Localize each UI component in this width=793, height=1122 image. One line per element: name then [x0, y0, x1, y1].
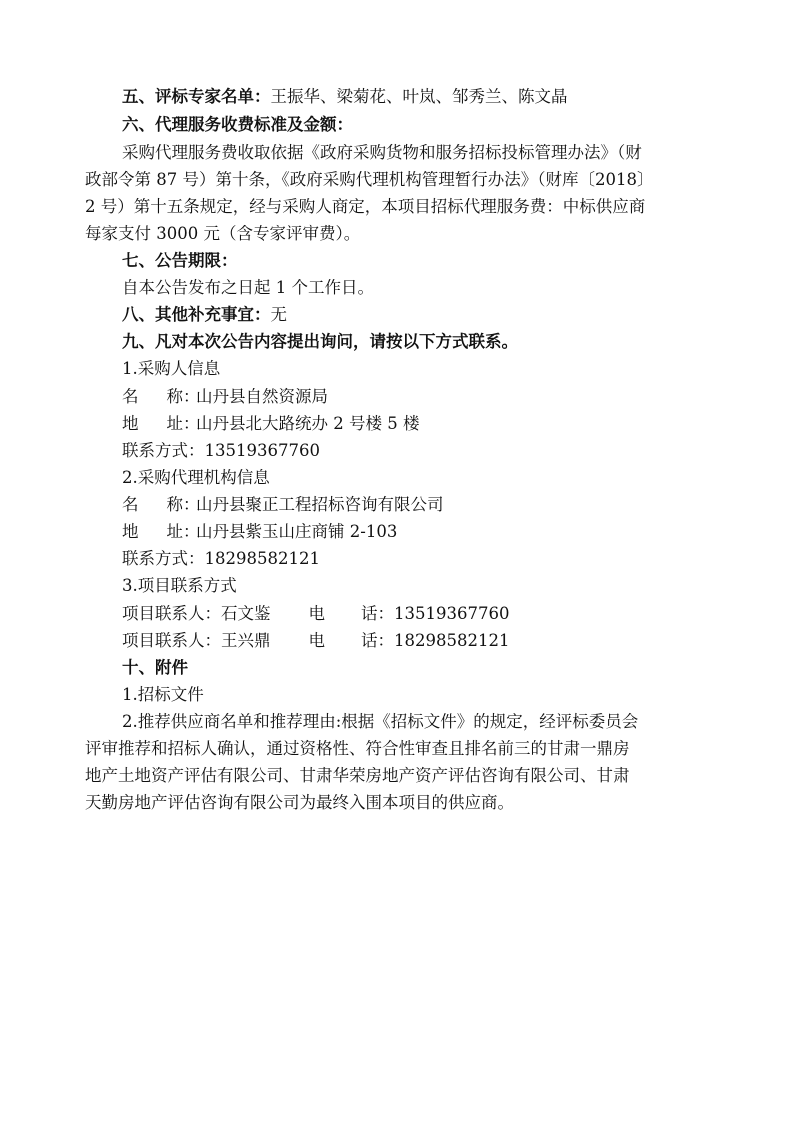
other-value: 无	[270, 305, 287, 324]
purchaser-addr: 山丹县北大路统办 2 号楼 5 楼	[196, 414, 420, 433]
agency-phone-label: 联系方式：	[122, 549, 205, 568]
purchaser-name-label-b: 称：	[166, 387, 200, 406]
other-line	[0, 302, 793, 328]
period-value: 自本公告发布之日起 1 个工作日。	[122, 278, 374, 297]
agency-addr-line	[0, 519, 793, 545]
experts-line	[0, 84, 793, 110]
fees-text-line: 政部令第 87 号）第十条，《政府采购代理机构管理暂行办法》（财库〔2018〕	[85, 170, 654, 189]
project-contact-tel-label-b: 话：	[361, 604, 394, 623]
purchaser-addr-label-b: 址：	[166, 414, 200, 433]
project-contact-label: 项目联系人：	[122, 631, 221, 650]
project-contact-tel-label-a: 电	[308, 631, 325, 650]
purchaser-phone-line	[0, 438, 793, 464]
experts-value: 王振华、梁菊花、叶岚、邹秀兰、陈文晶	[270, 87, 568, 106]
project-contact-tel: 13519367760	[394, 604, 510, 623]
fees-heading: 六、代理服务收费标准及金额：	[122, 115, 353, 134]
period-heading: 七、公告期限：	[122, 251, 238, 270]
project-contact-tel-label-a: 电	[308, 604, 325, 623]
attachment-item-1: 1.招标文件	[122, 685, 204, 704]
project-contact-tel: 18298582121	[394, 631, 510, 650]
agency-addr-label-a: 地	[122, 522, 139, 541]
agency-addr: 山丹县紫玉山庄商铺 2-103	[196, 522, 398, 541]
attachment-item-2-line: 天勤房地产评估咨询有限公司为最终入围本项目的供应商。	[85, 793, 514, 812]
project-contact-name: 石文鉴	[221, 604, 271, 623]
project-title: 3.项目联系方式	[122, 576, 237, 595]
project-contact-label: 项目联系人：	[122, 604, 221, 623]
agency-addr-label-b: 址：	[166, 522, 200, 541]
purchaser-name-line	[0, 384, 793, 410]
project-contact-tel-label-b: 话：	[361, 631, 394, 650]
attachment-item-2-line: 2.推荐供应商名单和推荐理由:根据《招标文件》的规定，经评标委员会	[122, 712, 639, 731]
purchaser-addr-label-a: 地	[122, 414, 139, 433]
attachments-heading: 十、附件	[122, 658, 188, 677]
agency-name-label-a: 名	[122, 495, 139, 514]
attachment-item-2-line: 地产土地资产评估有限公司、甘肃华荣房地产资产评估咨询有限公司、甘肃	[85, 766, 630, 785]
agency-phone: 18298582121	[204, 549, 320, 568]
attachment-item-2-line: 评审推荐和招标人确认，通过资格性、符合性审查且排名前三的甘肃一鼎房	[85, 739, 630, 758]
contact-heading: 九、凡对本次公告内容提出询问，请按以下方式联系。	[122, 332, 518, 351]
purchaser-title: 1.采购人信息	[122, 359, 221, 378]
project-contact-line	[0, 601, 793, 627]
fees-text-line: 采购代理服务费收取依据《政府采购货物和服务招标投标管理办法》（财	[122, 143, 642, 162]
purchaser-name: 山丹县自然资源局	[196, 387, 328, 406]
fees-text-line: 2 号）第十五条规定，经与采购人商定，本项目招标代理服务费：中标供应商	[85, 197, 646, 216]
agency-name-line	[0, 492, 793, 518]
agency-name-label-b: 称：	[166, 495, 200, 514]
agency-name: 山丹县聚正工程招标咨询有限公司	[196, 495, 444, 514]
agency-phone-line	[0, 546, 793, 572]
experts-heading: 五、评标专家名单：	[122, 87, 271, 106]
purchaser-name-label-a: 名	[122, 387, 139, 406]
other-heading: 八、其他补充事宜：	[122, 305, 271, 324]
purchaser-addr-line	[0, 411, 793, 437]
purchaser-phone: 13519367760	[204, 441, 320, 460]
project-contact-line	[0, 628, 793, 654]
fees-text-line: 每家支付 3000 元（含专家评审费）。	[85, 224, 361, 243]
project-contact-name: 王兴鼎	[221, 631, 271, 650]
purchaser-phone-label: 联系方式：	[122, 441, 205, 460]
agency-title: 2.采购代理机构信息	[122, 468, 270, 487]
